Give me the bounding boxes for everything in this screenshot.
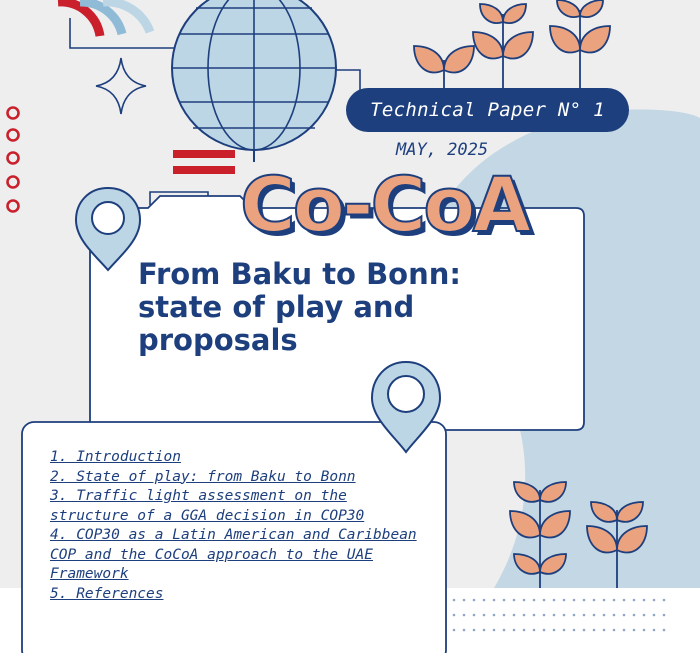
paper-label: Technical Paper N° 1 <box>370 99 605 121</box>
paper-label-badge <box>346 88 629 132</box>
table-of-contents <box>50 448 425 604</box>
page-title: From Baku to Bonn: state of play and proposals <box>138 257 461 357</box>
toc-item-introduction[interactable]: 1. Introduction <box>50 449 181 465</box>
toc-item-traffic-light[interactable]: 3. Traffic light assessment on the structure of a GGA decision in COP30 <box>50 488 365 524</box>
toc-item-references[interactable]: 5. References <box>50 585 164 602</box>
brand-logo-text: Co-CoA <box>240 160 529 249</box>
publication-date: MAY, 2025 <box>396 140 489 160</box>
toc-item-state-of-play[interactable]: 2. State of play: from Baku to Bonn <box>50 468 356 485</box>
toc-item-cop30[interactable]: 4. COP30 as a Latin American and Caribbean COP and the CoCoA approach to the UAE Framework <box>50 527 417 582</box>
